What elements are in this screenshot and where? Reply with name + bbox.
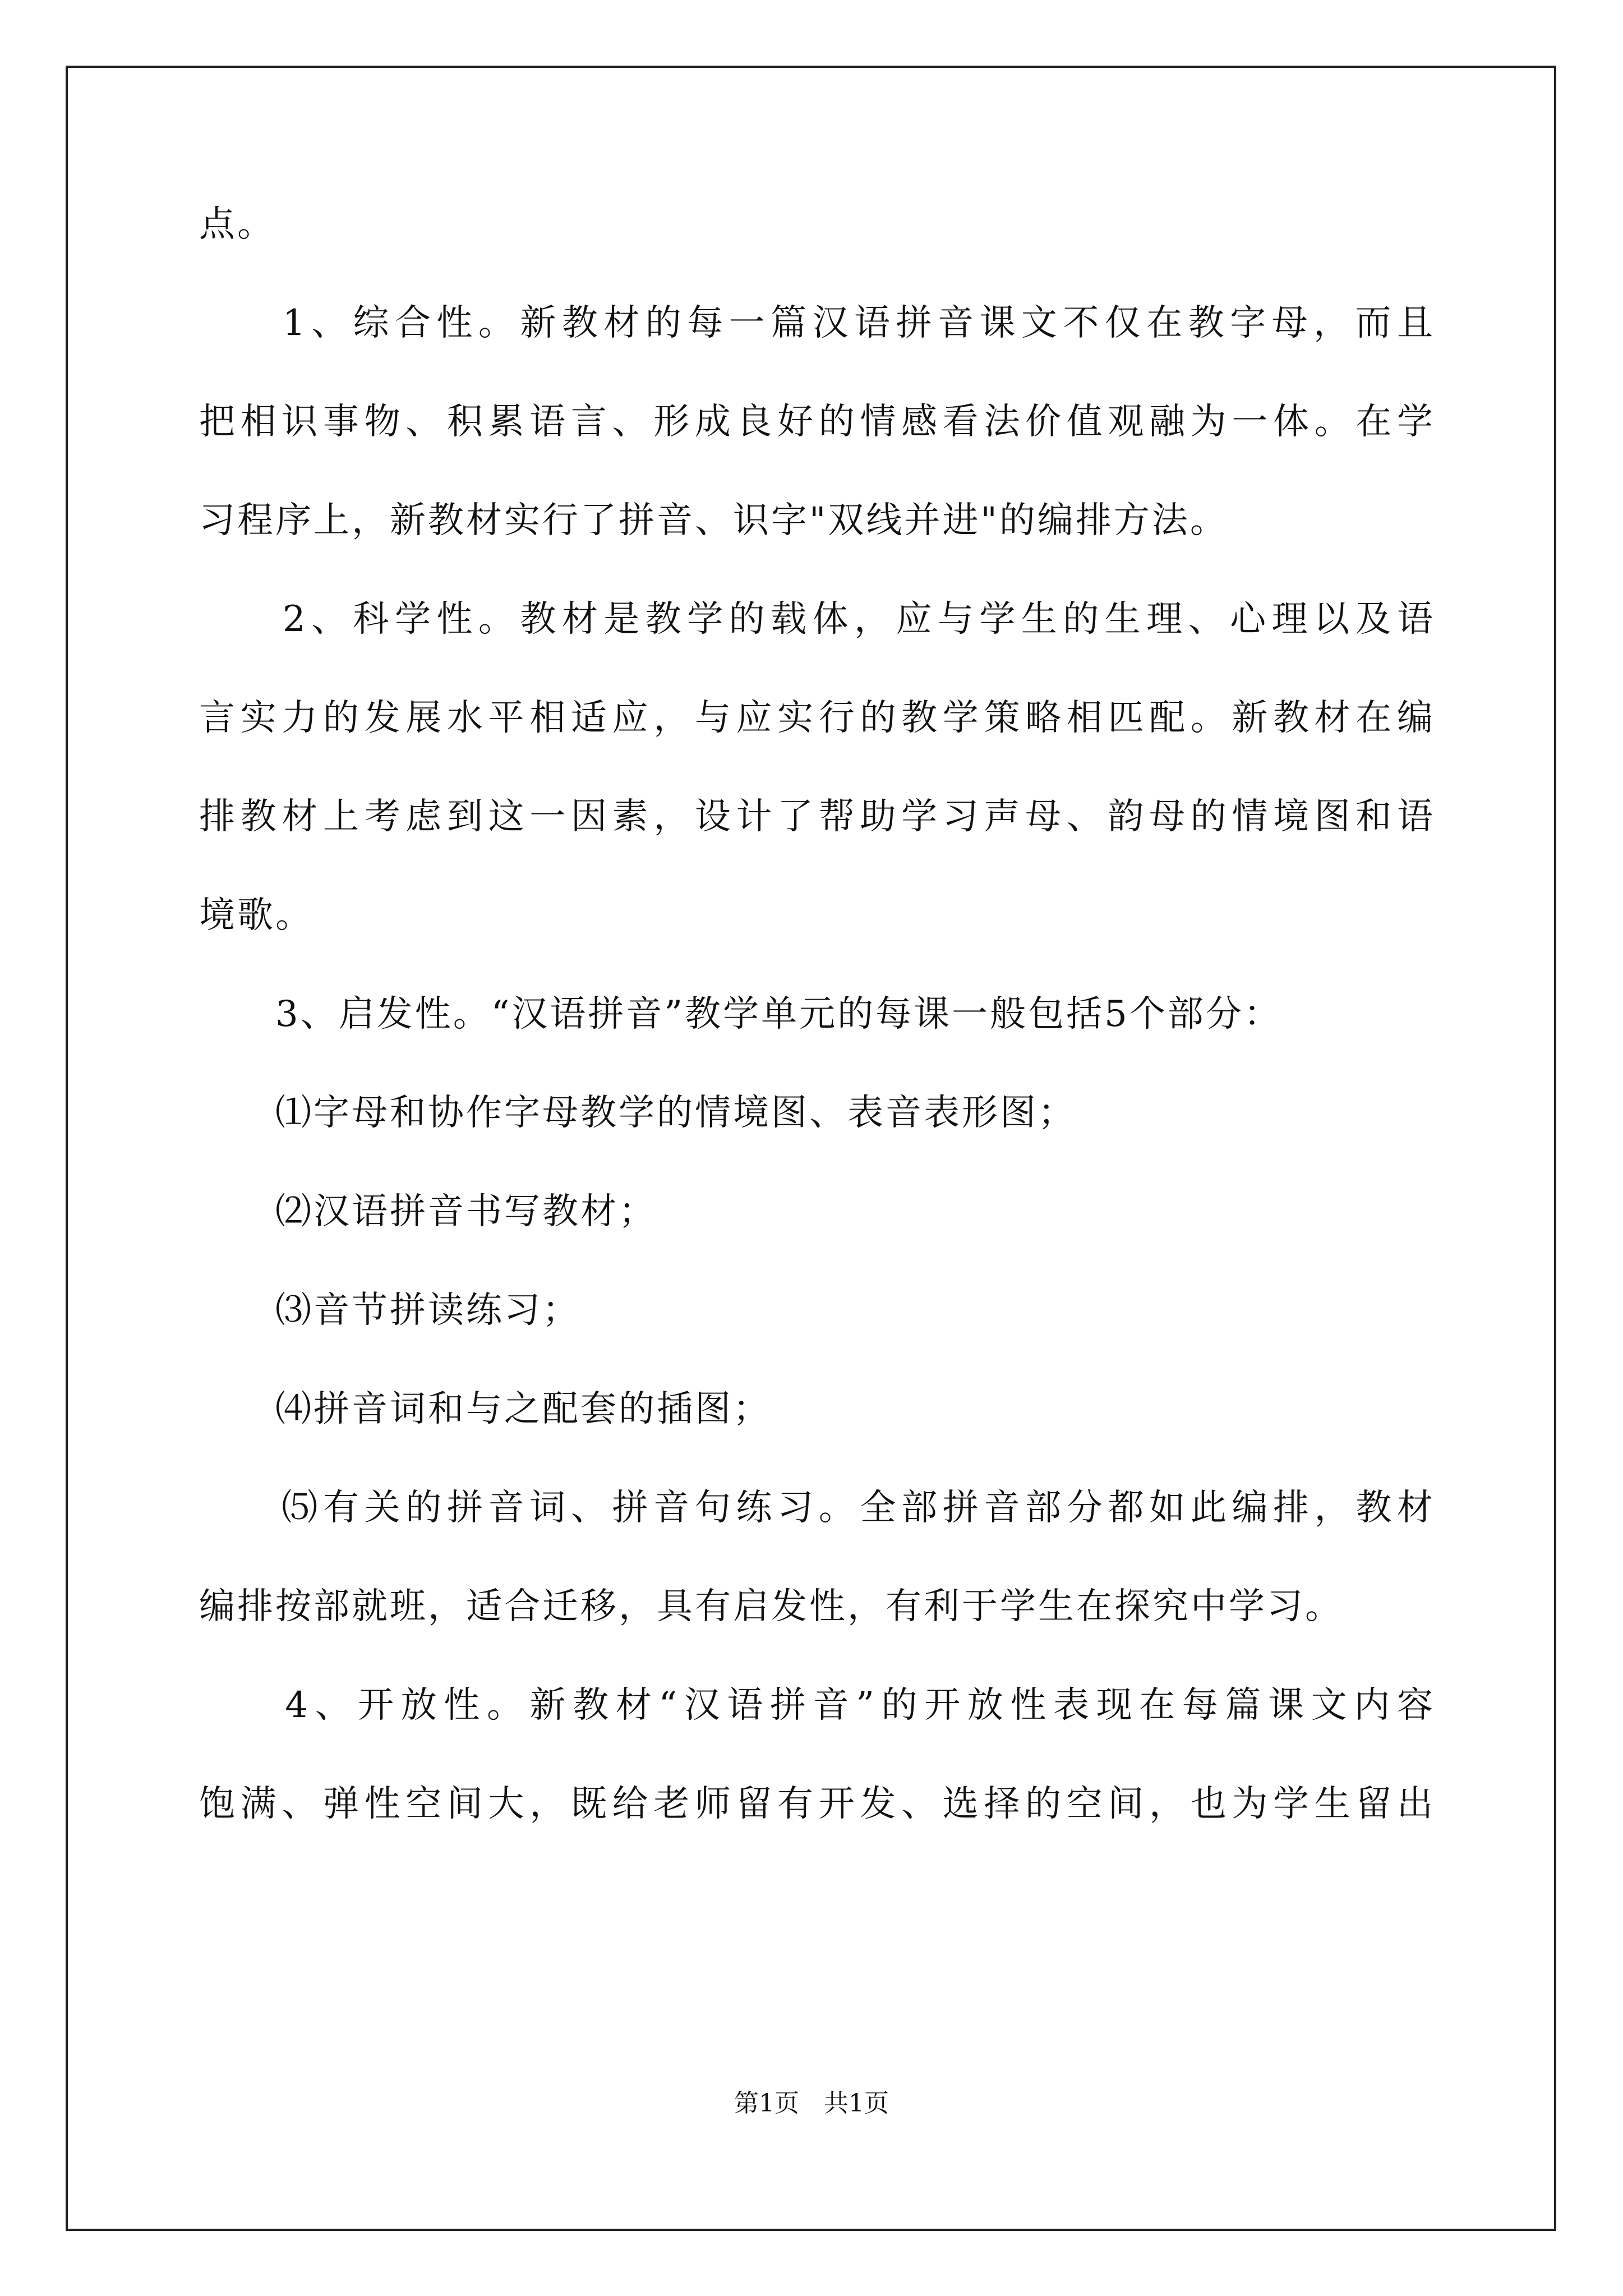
- text-line: 1、综合性。新教材的每一篇汉语拼音课文不仅在教字母，而且: [199, 302, 1433, 344]
- text-line: 把相识事物、积累语言、形成良好的情感看法价值观融为一体。在学: [199, 401, 1433, 443]
- text-line: 点。: [199, 204, 275, 245]
- text-line: 3、启发性。“汉语拼音”教学单元的每课一般包括5个部分：: [199, 993, 1282, 1035]
- text-line: 2、科学性。教材是教学的载体，应与学生的生理、心理以及语: [199, 599, 1433, 640]
- list-item: ⑵汉语拼音书写教材；: [199, 1191, 657, 1232]
- text-line: 境歌。: [199, 895, 313, 936]
- text-line: 言实力的发展水平相适应，与应实行的教学策略相匹配。新教材在编: [199, 697, 1433, 739]
- list-item: ⑶音节拼读练习；: [199, 1290, 580, 1331]
- text-line: 编排按部就班，适合迁移，具有启发性，有利于学生在探究中学习。: [199, 1586, 1343, 1627]
- page-footer: 第1页 共1页: [734, 2089, 889, 2118]
- list-item: ⑴字母和协作字母教学的情境图、表音表形图；: [199, 1092, 1076, 1134]
- text-line: 排教材上考虑到这一因素，设计了帮助学习声母、韵母的情境图和语: [199, 796, 1433, 838]
- text-line: 习程序上，新教材实行了拼音、识字"双线并进"的编排方法。: [199, 500, 1228, 541]
- text-line: 饱满、弹性空间大，既给老师留有开发、选择的空间，也为学生留出: [199, 1783, 1433, 1825]
- text-line: 4、开放性。新教材“汉语拼音”的开放性表现在每篇课文内容: [199, 1685, 1433, 1726]
- text-line: ⑸有关的拼音词、拼音句练习。全部拼音部分都如此编排，教材: [199, 1487, 1433, 1529]
- page-frame: [66, 66, 1556, 2231]
- list-item: ⑷拼音词和与之配套的插图；: [199, 1388, 771, 1430]
